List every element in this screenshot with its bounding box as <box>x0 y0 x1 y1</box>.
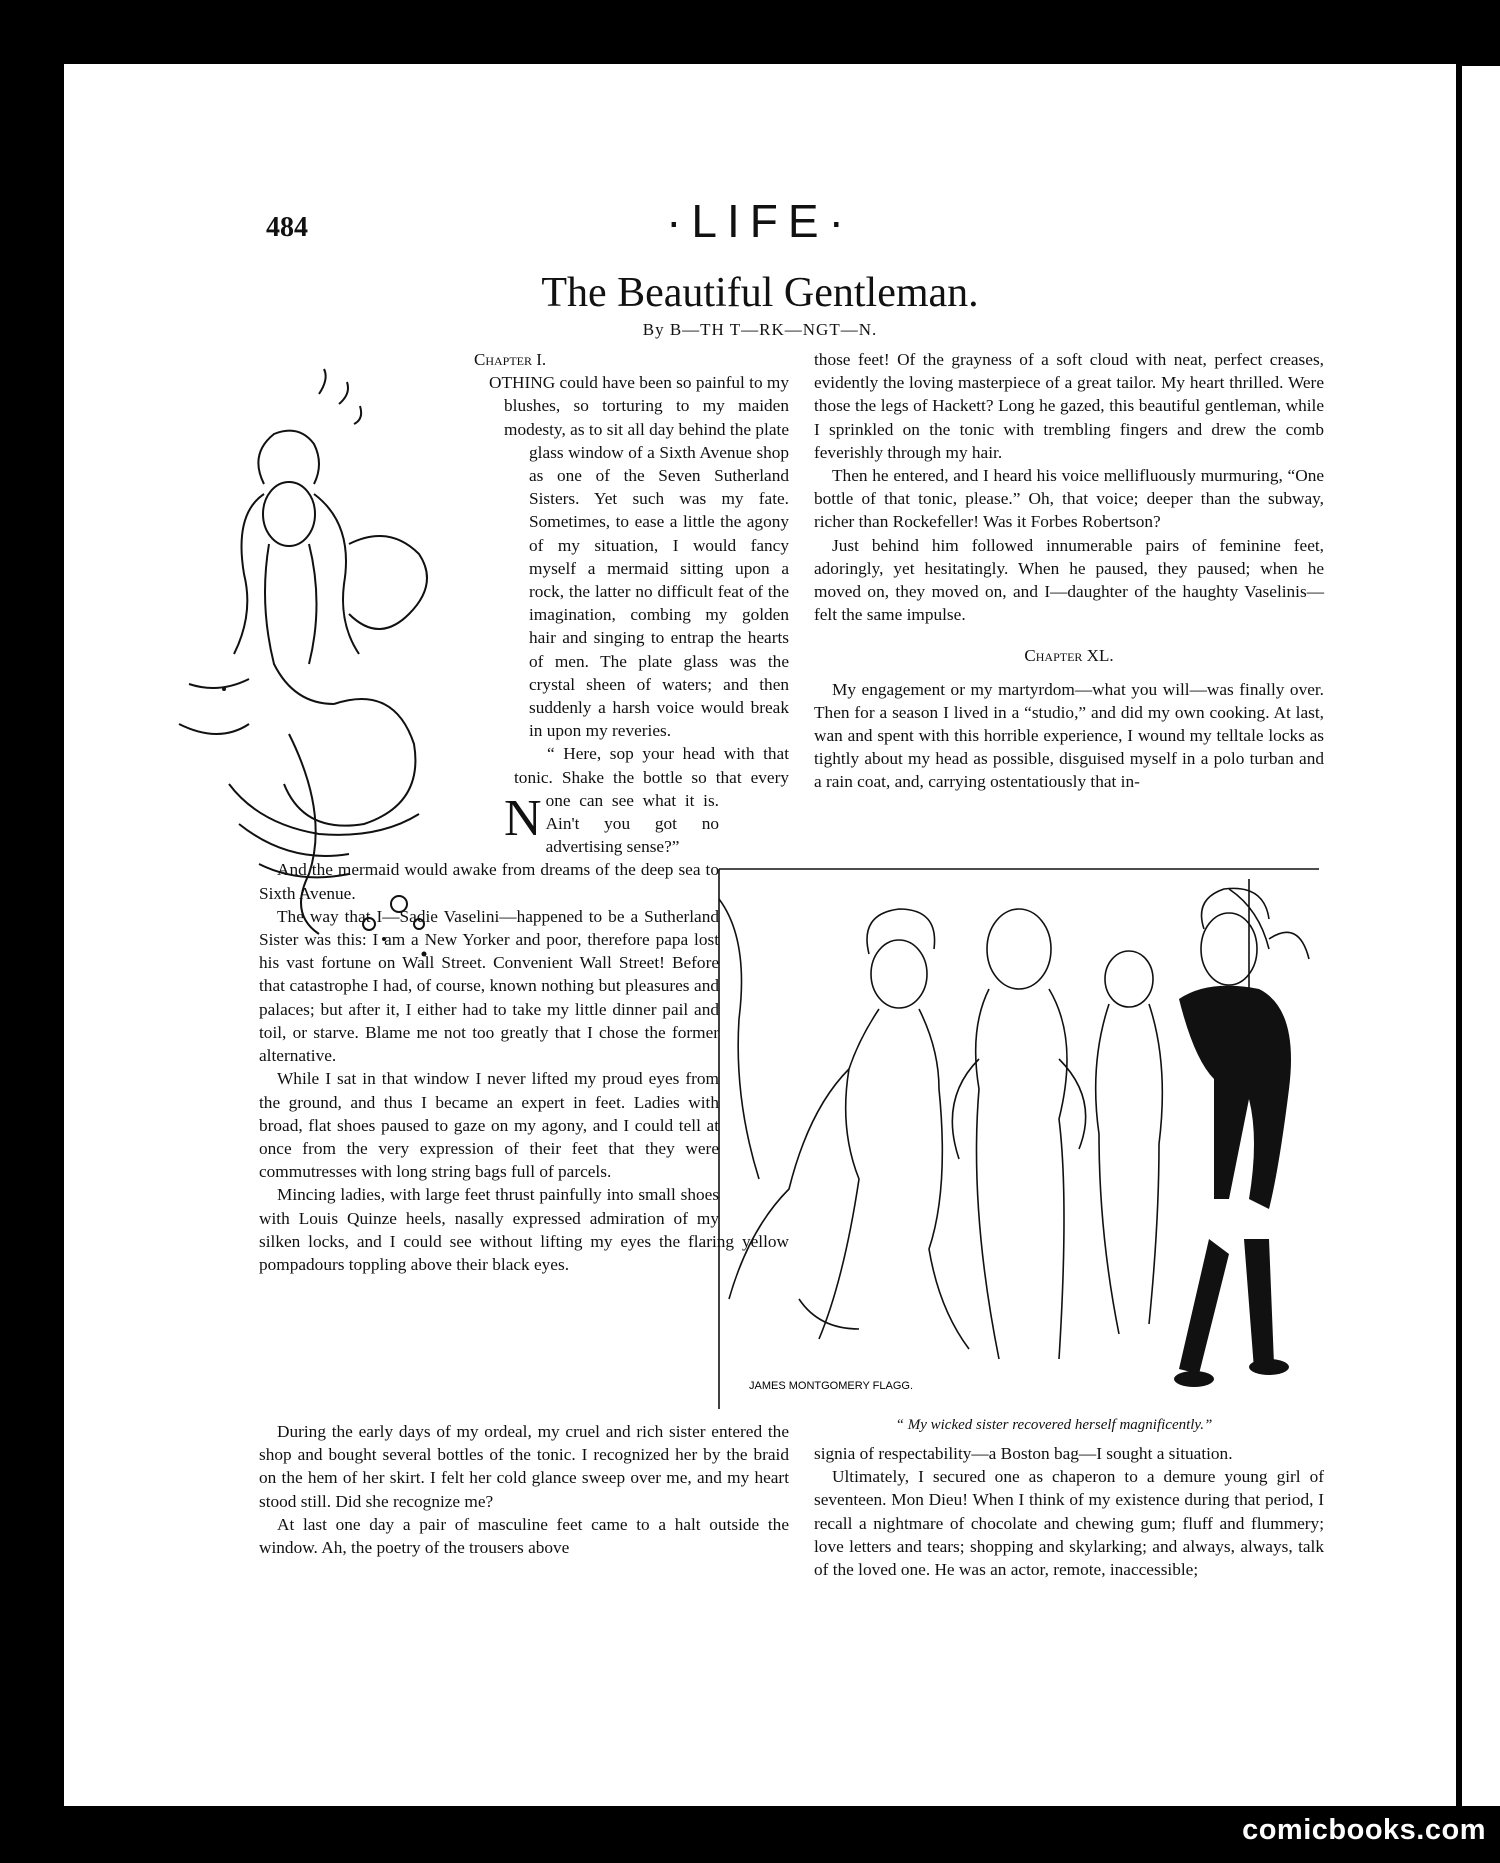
magazine-page <box>64 64 1456 1806</box>
chapter-heading: Chapter XL. <box>1024 646 1114 666</box>
chapter-heading: Chapter I. <box>474 350 547 369</box>
masthead: ·LIFE· <box>666 195 854 247</box>
paragraph: those feet! Of the grayness of a soft cloud with neat, perfect creases, evidently the loving masterpiece of a great tailor. My heart thrilled. Were those the legs of Hackett? Long he gazed, this beautiful gentleman, while I sprinkled on the tonic with trembling fingers and drew the comb feverishly through my hair. <box>814 350 1324 462</box>
byline: By B—TH T—RK—NGT—N. <box>642 320 878 339</box>
article-column-right-bottom <box>814 1442 1324 1581</box>
drop-cap: N <box>504 790 542 848</box>
article-column-left-bottom <box>259 1420 789 1559</box>
adjacent-page-edge <box>1462 66 1500 1806</box>
illustration-caption: “ My wicked sister recovered herself magnificently.” <box>895 1417 1213 1433</box>
paragraph: Just behind him followed innumerable pairs of feminine feet, adoringly, yet hesitatingly. When he paused, they paused; when he moved on, they moved on, and I—daughter of the haughty Vaselinis—felt the same impulse. <box>814 535 1324 625</box>
ballroom-illustration <box>709 859 1324 1414</box>
paragraph: The way that I—Sadie Vaselini—happened to be a Sutherland Sister was this: I am a New Yorker and poor, therefore papa lost his vast fortune on Wall Street. Convenient Wall Street! Before that catastrophe I had, of course, known nothing but pleasures and palaces; but after it, I either had to take my little dinner pail and toil, or starve. Blame me not too greatly that I chose the former alternative. <box>259 906 719 1066</box>
artist-signature: JAMES MONTGOMERY FLAGG. <box>749 1380 914 1392</box>
paragraph: My engagement or my martyrdom—what you will—was finally over. Then for a season I lived in a “studio,” and did my own cooking. At last, wan and spent with this horrible experience, I wound my telltale locks as tightly about my head as possible, disguised myself in a polo turban and a rain coat, and, carrying ostentatiously that in- <box>814 679 1324 792</box>
page-number: 484 <box>266 212 308 243</box>
paragraph: Then he entered, and I heard his voice mellifluously murmuring, “One bottle of that tonic, please.” Oh, that voice; deeper than the subway, richer than Rockefeller! Was it Forbes Robertson? <box>814 466 1324 532</box>
paragraph: N OTHING could have been so painful to my blushes, so torturing to my maiden modesty, as to sit all day behind the plate glass window of a Sixth Avenue shop as one of the Seven Sutherland Sisters. Yet such was my fate. Sometimes, to ease a little the agony of my situation, I would fancy myself a mermaid sitting upon a rock, the latter no difficult feat of the imagination, combing my golden hair and singing to entrap the hearts of men. The plate glass was the crystal sheen of waters; and then suddenly a harsh voice would break in upon my reveries. <box>489 373 789 848</box>
paragraph: At last one day a pair of masculine feet came to a halt outside the window. Ah, the poetry of the trousers above <box>259 1514 789 1558</box>
paragraph: And the mermaid would awake from dreams of the deep sea to Sixth Avenue. <box>259 860 719 903</box>
paragraph: “ Here, sop your head with that tonic. Shake the bottle so that every one can see what it is. Ain't you got no advertising sense?” <box>514 744 789 857</box>
watermark-logo: comicbooks.com <box>1242 1814 1486 1846</box>
paragraph: Mincing ladies, with large feet thrust painfully into small shoes with Louis Quinze heels, nasally expressed admiration of my silken locks, and I could see without lifting my eyes the flaring yellow pompadours toppling above their black eyes. <box>259 1185 789 1274</box>
article-column-right <box>814 348 1324 794</box>
paragraph: During the early days of my ordeal, my cruel and rich sister entered the shop and bought several bottles of the tonic. I recognized her by the braid on the hem of her skirt. I felt her cold glance sweep over me, and my heart stood still. Did she recognize me? <box>259 1422 789 1511</box>
paragraph: signia of respectability—a Boston bag—I sought a situation. <box>814 1444 1233 1463</box>
paragraph: While I sat in that window I never lifted my proud eyes from the ground, and thus I became an expert in feet. Ladies with broad, flat shoes paused to gaze on my agony, and I could tell at once from the very expression of their feet that they were commutresses with long string bags full of parcels. <box>259 1069 719 1182</box>
article-title: The Beautiful Gentleman. <box>541 270 979 316</box>
paragraph: Ultimately, I secured one as chaperon to a demure young girl of seventeen. Mon Dieu! When I think of my existence during that period, I recall a nightmare of chocolate and chewing gum; fluff and flummery; love letters and tears; shopping and skylarking; and always, always, talk of the loved one. He was an actor, remote, inaccessible; <box>814 1467 1324 1580</box>
